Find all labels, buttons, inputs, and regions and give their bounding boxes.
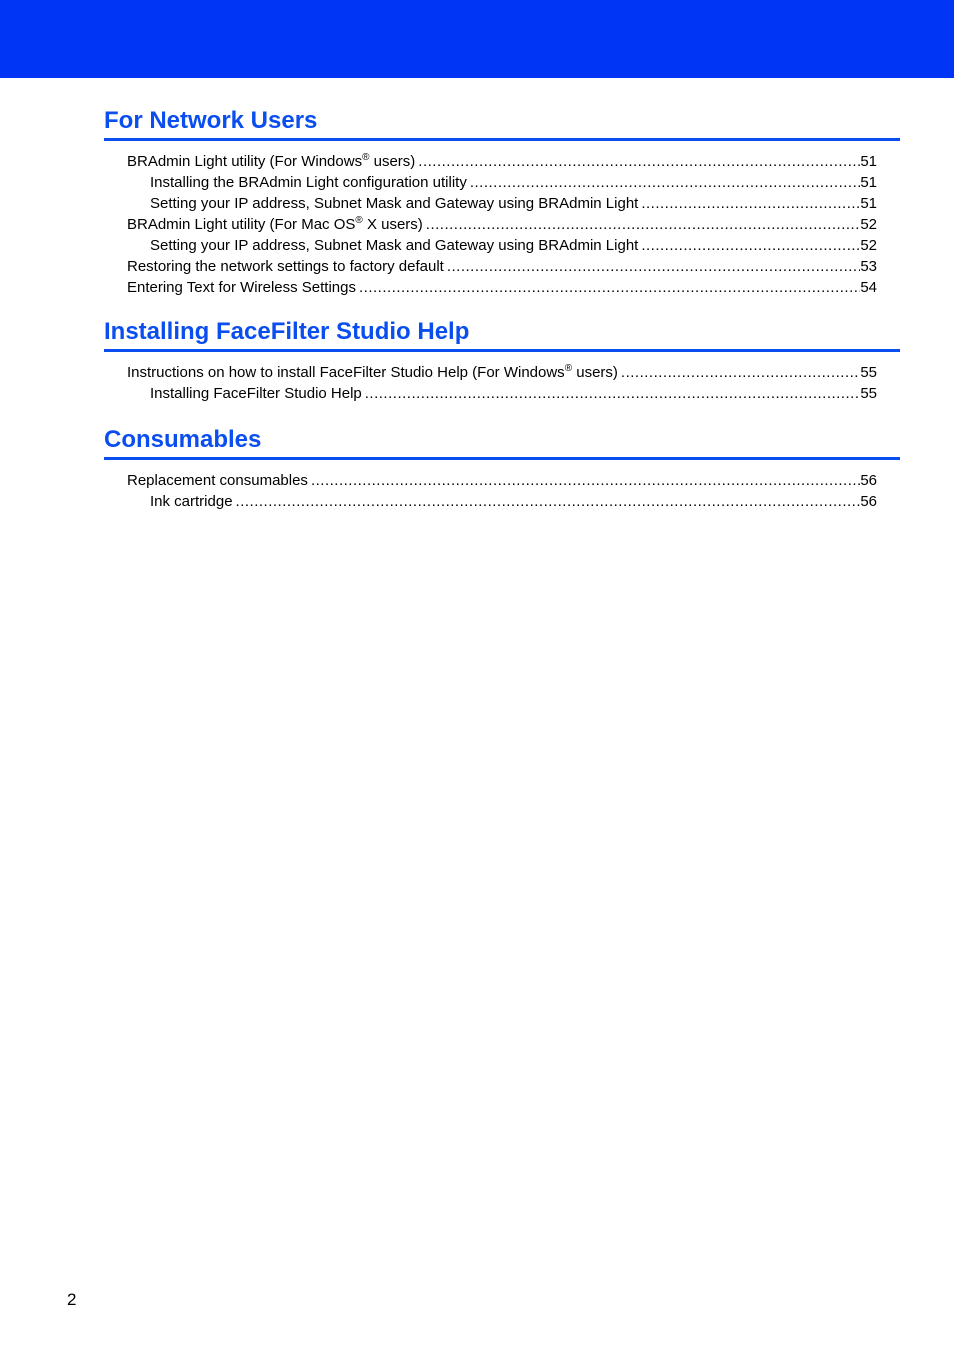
toc-entry-text: Replacement consumables bbox=[127, 472, 308, 489]
toc-page-number: 53 bbox=[860, 258, 877, 275]
section-title: For Network Users bbox=[104, 107, 318, 134]
section-rule bbox=[104, 457, 900, 460]
toc-entry-text: BRAdmin Light utility (For Mac OS® X users) bbox=[127, 215, 423, 233]
toc-list bbox=[104, 470, 900, 512]
toc-page-number: 55 bbox=[860, 364, 877, 381]
toc-leader-dots bbox=[638, 193, 860, 214]
toc-leader-dots bbox=[415, 151, 860, 172]
section-installing-facefilter-studio-help bbox=[104, 318, 900, 404]
toc-page-number: 52 bbox=[860, 237, 877, 254]
toc-leader-dots bbox=[638, 235, 860, 256]
toc-entry[interactable] bbox=[127, 277, 877, 298]
toc-entry-text: Restoring the network settings to factory default bbox=[127, 258, 444, 275]
toc-leader-dots bbox=[618, 362, 860, 383]
toc-list bbox=[104, 151, 900, 298]
toc-entry-text: Instructions on how to install FaceFilter Studio Help (For Windows® users) bbox=[127, 363, 618, 381]
top-banner bbox=[0, 0, 954, 78]
toc-entry-text: Setting your IP address, Subnet Mask and Gateway using BRAdmin Light bbox=[150, 195, 639, 212]
toc-leader-dots bbox=[362, 383, 861, 404]
section-consumables bbox=[104, 426, 900, 512]
toc-entry-text: Ink cartridge bbox=[150, 493, 233, 510]
toc-entry-text: Installing the BRAdmin Light configuration utility bbox=[150, 174, 467, 191]
toc-list bbox=[104, 362, 900, 404]
toc-leader-dots bbox=[444, 256, 860, 277]
toc-entry[interactable] bbox=[150, 172, 877, 193]
toc-page-number: 51 bbox=[860, 153, 877, 170]
toc-entry[interactable] bbox=[127, 256, 877, 277]
page-number: 2 bbox=[67, 1290, 77, 1309]
toc-entry-text: Setting your IP address, Subnet Mask and Gateway using BRAdmin Light bbox=[150, 237, 639, 254]
section-for-network-users bbox=[104, 107, 900, 298]
section-title: Installing FaceFilter Studio Help bbox=[104, 318, 470, 345]
section-title: Consumables bbox=[104, 426, 262, 453]
toc-leader-dots bbox=[308, 470, 860, 491]
toc-leader-dots bbox=[423, 214, 861, 235]
toc-leader-dots bbox=[356, 277, 860, 298]
toc-leader-dots bbox=[233, 491, 861, 512]
toc-entry[interactable] bbox=[127, 470, 877, 491]
toc-entry[interactable] bbox=[150, 235, 877, 256]
section-rule bbox=[104, 138, 900, 141]
section-rule bbox=[104, 349, 900, 352]
toc-page-number: 54 bbox=[860, 279, 877, 296]
toc-entry[interactable] bbox=[150, 383, 877, 404]
toc-entry[interactable] bbox=[127, 362, 877, 383]
toc-entry-text: Installing FaceFilter Studio Help bbox=[150, 385, 362, 402]
toc-entry[interactable] bbox=[150, 491, 877, 512]
toc-page-number: 52 bbox=[860, 216, 877, 233]
toc-entry[interactable] bbox=[150, 193, 877, 214]
toc-page-number: 56 bbox=[860, 472, 877, 489]
registered-mark: ® bbox=[564, 363, 573, 374]
toc-leader-dots bbox=[467, 172, 860, 193]
registered-mark: ® bbox=[362, 152, 370, 163]
toc-entry-text: Entering Text for Wireless Settings bbox=[127, 279, 356, 296]
registered-mark: ® bbox=[355, 215, 363, 226]
toc-page-number: 56 bbox=[860, 493, 877, 510]
toc-page-number: 51 bbox=[860, 174, 877, 191]
toc-page-number: 51 bbox=[860, 195, 877, 212]
toc-entry[interactable] bbox=[127, 151, 877, 172]
toc-entry[interactable] bbox=[127, 214, 877, 235]
toc-page-number: 55 bbox=[860, 385, 877, 402]
toc-entry-text: BRAdmin Light utility (For Windows® users) bbox=[127, 152, 416, 170]
